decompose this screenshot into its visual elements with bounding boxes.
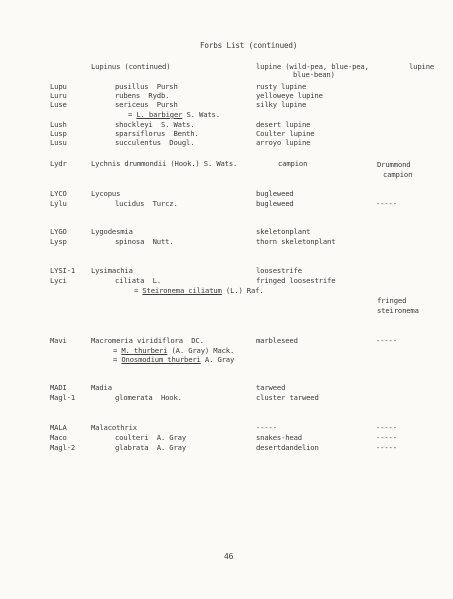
row-code: Luse (50, 100, 67, 109)
row-common: loosestrife (256, 266, 302, 275)
row-name: shockleyi S. Wats. (115, 120, 195, 129)
page-number: 46 (224, 552, 234, 561)
row-name: pusillus Pursh (115, 82, 178, 91)
synonym-prefix: = (128, 110, 137, 119)
synonym-line (113, 346, 234, 355)
row-name: Macromeria viridiflora DC. (91, 336, 204, 345)
row-name: sericeus Pursh (115, 100, 178, 109)
row-code: MADI (50, 383, 67, 392)
row-common: snakes-head (256, 433, 302, 442)
row-common: ----- (256, 423, 277, 432)
page-title: Forbs List (continued) (200, 41, 298, 50)
row-code: Lyci (50, 276, 67, 285)
row-name: Lychnis drummondii (Hook.) S. Wats. (91, 159, 238, 168)
row-extra: ----- (376, 336, 397, 345)
row-code: Magl-1 (50, 393, 76, 402)
row-name: sparsiflorus Benth. (115, 129, 199, 138)
row-code: LYCO (50, 189, 67, 198)
row-common: skeletonplant (256, 227, 311, 236)
row-code: Lusp (50, 129, 67, 138)
row-common: yelloweye lupine (256, 91, 323, 100)
row-name: glomerata Hook. (115, 393, 182, 402)
row-code: Lupu (50, 82, 67, 91)
row-common: desertdandelion (256, 443, 319, 452)
row-code: LYGO (50, 227, 67, 236)
row-extra: Drummond (377, 160, 411, 169)
synonym-line (113, 355, 234, 364)
row-name: coulteri A. Gray (115, 433, 187, 442)
synonym-prefix: = (113, 346, 122, 355)
row-code: LYSI-1 (50, 266, 76, 275)
synonym-author: S. Wats. (182, 110, 220, 119)
row-name: Lygodesmia (91, 227, 133, 236)
row-common: fringed loosestrife (256, 276, 336, 285)
row-code: MALA (50, 423, 67, 432)
row-common: silky lupine (256, 100, 307, 109)
row-name: Malacothrix (91, 423, 137, 432)
row-code: Mavi (50, 336, 67, 345)
row-code: Lush (50, 120, 67, 129)
row-common: rusty lupine (256, 82, 307, 91)
row-name: Lycopus (91, 189, 121, 198)
row-code: Maco (50, 433, 67, 442)
row-code: Lylu (50, 199, 67, 208)
synonym-author: (A. Gray) Mack. (167, 346, 235, 355)
synonym-line (128, 110, 220, 119)
row-name: rubens Rydb. (115, 91, 170, 100)
row-name: Madia (91, 383, 112, 392)
row-extra: ----- (376, 443, 397, 452)
row-extra: ----- (376, 433, 397, 442)
row-code: Lydr (50, 159, 67, 168)
row-code: Lusu (50, 138, 67, 147)
row-common: desert lupine (256, 120, 311, 129)
row-name: glabrata A. Gray (115, 443, 187, 452)
synonym-prefix: = (134, 286, 143, 295)
row-common: marbleseed (256, 336, 298, 345)
row-common: cluster tarweed (256, 393, 319, 402)
row-name: spinosa Nutt. (115, 237, 174, 246)
synonym-name: Steironema ciliatum (142, 286, 222, 295)
row-extra: ----- (376, 423, 397, 432)
row-name: succulentus Dougl. (115, 138, 195, 147)
synonym-name: Onosmodium thurberi (121, 355, 201, 364)
row-extra: steironema (377, 306, 419, 315)
synonym-author: (L.) Raf. (221, 286, 264, 295)
row-common: bugleweed (256, 189, 294, 198)
common-heading-cont: blue-bean) (293, 70, 335, 79)
row-name: Lysimachia (91, 266, 133, 275)
row-extra: campion (383, 170, 413, 179)
synonym-prefix: = (113, 355, 122, 364)
genus-heading: Lupinus (continued) (91, 62, 171, 71)
row-code: Lysp (50, 237, 67, 246)
row-common: tarweed (256, 383, 286, 392)
row-code: Luru (50, 91, 67, 100)
row-common: Coulter lupine (256, 129, 315, 138)
row-common: campion (278, 159, 308, 168)
synonym-name: L. barbiger (136, 110, 183, 119)
row-common: arroyo lupine (256, 138, 311, 147)
row-name: ciliata L. (115, 276, 161, 285)
synonym-line (134, 286, 264, 295)
row-common: thorn skeletonplant (256, 237, 336, 246)
row-extra: ----- (376, 199, 397, 208)
common-heading: lupine (wild-pea, blue-pea, (256, 62, 369, 71)
row-common: bugleweed (256, 199, 294, 208)
row-code: Magl-2 (50, 443, 76, 452)
row-extra: fringed (377, 296, 407, 305)
header-extra: lupine (409, 62, 435, 71)
synonym-author: A. Gray (200, 355, 235, 364)
synonym-name: M. thurberi (121, 346, 168, 355)
row-name: lucidus Turcz. (115, 199, 178, 208)
